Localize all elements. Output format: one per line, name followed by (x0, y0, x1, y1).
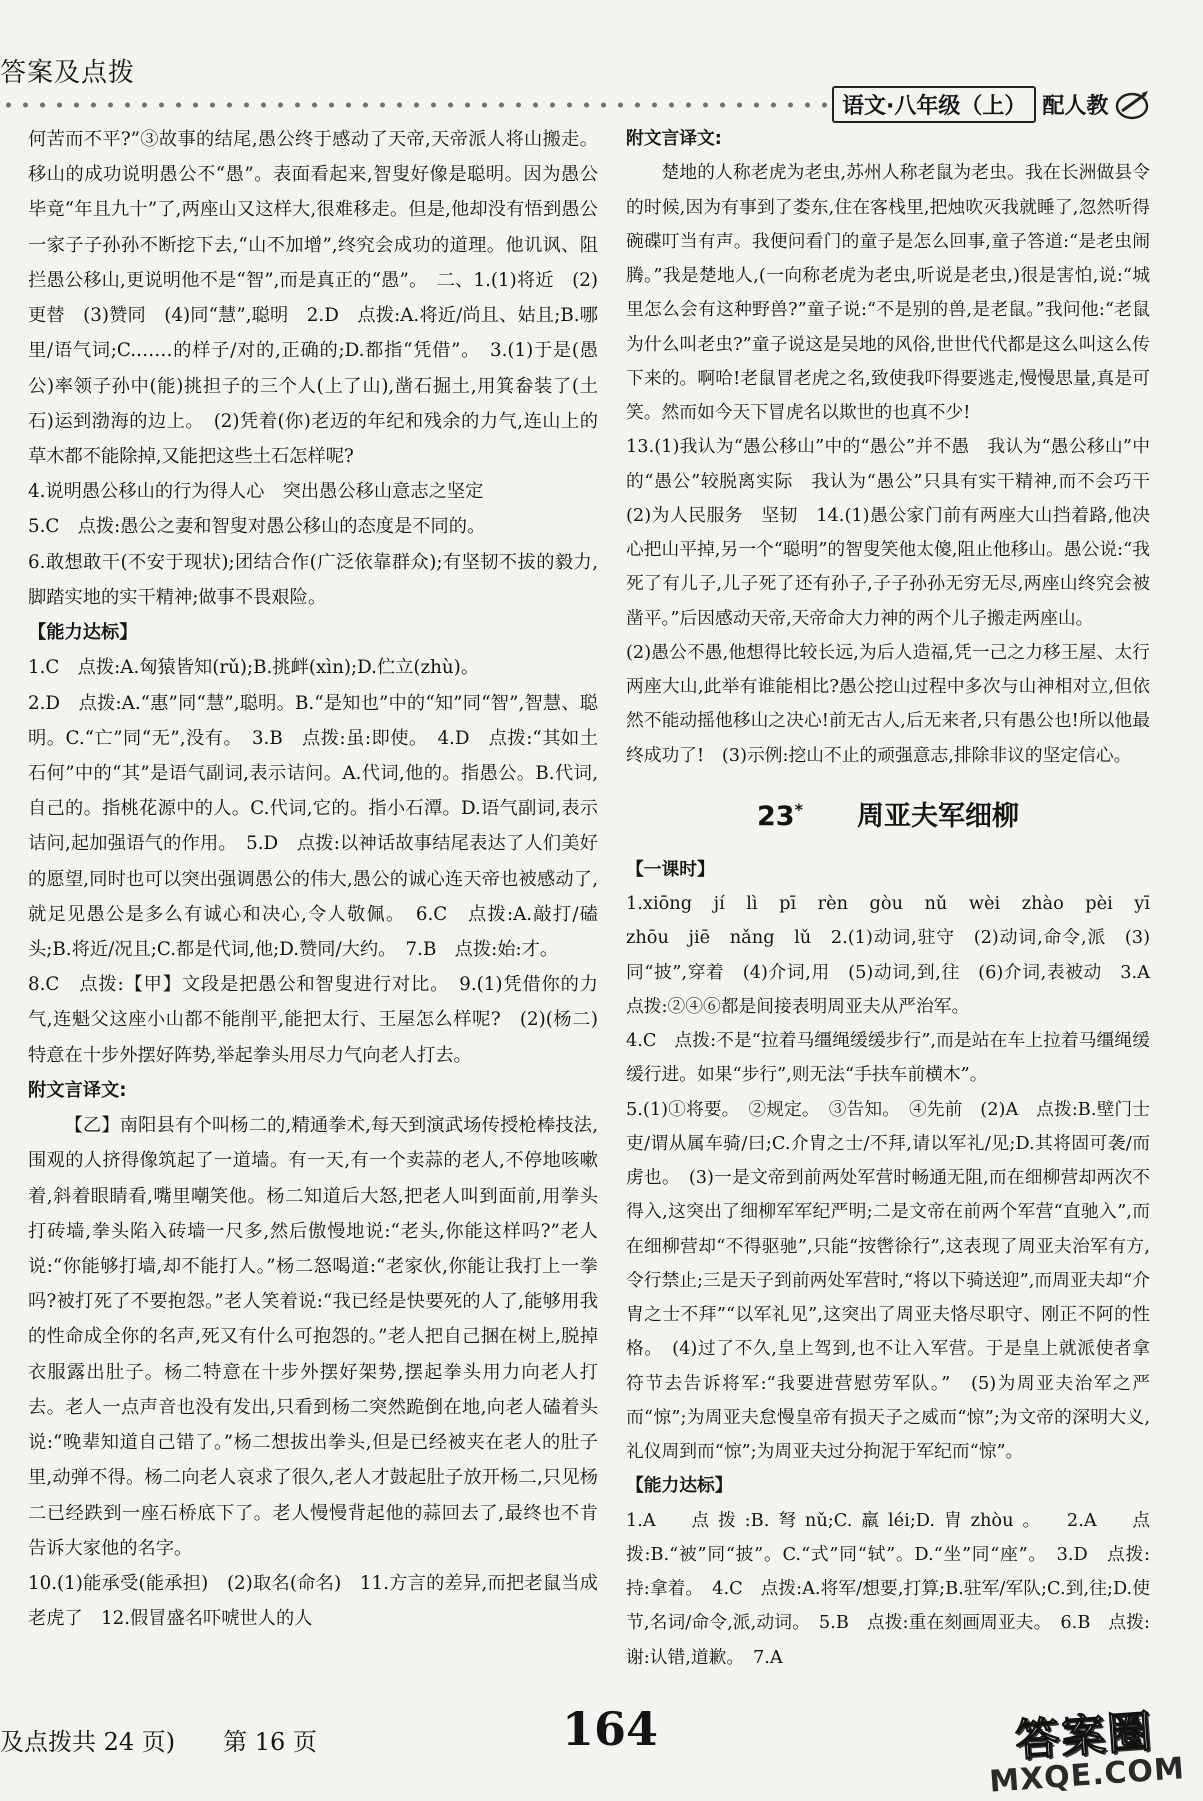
footer-page-info: 及点拨共 24 页) 第 16 页 (0, 1728, 317, 1756)
section-heading: 附文言译文: (28, 1079, 127, 1101)
lesson-number: 23 (757, 800, 795, 832)
lesson-name: 周亚夫军细柳 (856, 800, 1019, 832)
answer-paragraph: 5.C 点拨:愚公之妻和智叟对愚公移山的态度是不同的。 (28, 516, 486, 538)
answer-paragraph: 5.(1)①将要。 ②规定。 ③告知。 ④先前 (2)A 点拨:B.壁门士吏/谓从属车骑/曰;C.介胄之士/不拜,请以军礼/见;D.其将固可袭/而虏也。 (3)一是文帝到前两处军营时畅通无阻,而在细柳营却两次不得入,这突出了细柳军军纪严明;二是文帝在前两个军营“直驰入”,而在细柳营却“不得驱驰”,只能“按辔徐行”,这表现了周亚夫治军有方,令行禁止;三是天子到前两处军营时,“将以下骑送迎”,而周亚夫却“介胄之士不拜”“以军礼见”,这突出了周亚夫恪尽职守、刚正不阿的性格。 (4)过了不久,皇上驾到,也不让入军营。于是皇上就派使者拿符节去告诉将军:“我要进营慰劳军队。” (5)为周亚夫治军之严而“惊”;为周亚夫怠慢皇帝有损天子之威而“惊”;为文帝的深明大义,礼仪周到而“惊”;为周亚夫过分拘泥于军纪而“惊”。 (626, 1099, 1150, 1463)
answer-paragraph: 4.说明愚公移山的行为得人心 突出愚公移山意志之坚定 (28, 481, 484, 503)
answer-paragraph: 2.D 点拨:A.“惠”同“慧”,聪明。B.“是知也”中的“知”同“智”,智慧、聪明。C.“亡”同“无”,没有。 3.B 点拨:虽:即使。 4.D 点拨:“其如土石何”中的“其”是语气副词,表示诘问。A.代词,他的。指愚公。B.代词,自己的。指桃花源中的人。C.代词,它的。指小石潭。D.语气副词,表示诘问,起加强语气的作用。 5.D 点拨:以神话故事结尾表达了人们美好的愿望,同时也可以突出强调愚公的伟大,愚公的诚心连天帝也被感动了,就足见愚公是多么有诚心和决心,令人敬佩。 6.C 点拨:A.敲打/磕头;B.将近/况且;C.都是代词,他;D.赞同/大约。 7.B 点拨:始:才。 (28, 692, 598, 961)
left-column (28, 122, 598, 1636)
answer-paragraph: 13.(1)我认为“愚公移山”中的“愚公”并不愚 我认为“愚公移山”中的“愚公”较脱离实际 我认为“愚公”只具有实干精神,而不会巧干 (2)为人民服务 坚韧 14.(1)愚公家门前有两座大山挡着路,他决心把山平掉,另一个“聪明”的智叟笑他太傻,阻止他移山。愚公说:“我死了有儿子,儿子死了还有孙子,子子孙孙无穷无尽,两座山终究会被凿平。”后因感动天帝,天帝命大力神的两个儿子搬走两座山。 (626, 437, 1168, 629)
answer-paragraph: 何苦而不平?”③故事的结尾,愚公终于感动了天帝,天帝派人将山搬走。移山的成功说明愚公不“愚”。表面看起来,智叟好像是聪明。因为愚公毕竟“年且九十”了,两座山又这样大,很难移走。但是,他却没有悟到愚公一家子子孙孙不断挖下去,“山不加增”,终究会成功的道理。他讥讽、阻拦愚公移山,更说明他不是“智”,而是真正的“愚”。 二、1.(1)将近 (2)更替 (3)赞同 (4)同“慧”,聪明 2.D 点拨:A.将近/尚且、姑且;B.哪里/语气词;C.……的样子/对的,正确的;D.都指“凭借”。 3.(1)于是(愚公)率领子孙中(能)挑担子的三个人(上了山),凿石掘土,用箕畚装了(土石)运到渤海的边上。 (2)凭着(你)老迈的年纪和残余的力气,连山上的草木都不能除掉,又能把这些土石怎样呢? (28, 129, 598, 467)
lesson-title (626, 791, 1150, 843)
watermark-domain: MXQE.COM (988, 1750, 1186, 1800)
answer-paragraph: (2)愚公不愚,他想得比较长远,为后人造福,凭一己之力移王屋、太行两座大山,此举有谁能相比?愚公挖山过程中多次与山神相对立,但依然不能动摇他移山之决心!前无古人,后无来者,只有愚公也!所以他最终成功了! (3)示例:挖山不止的顽强意志,排除非议的坚定信心。 (626, 642, 1150, 766)
header-edition: 配人教 (1042, 94, 1109, 119)
answer-paragraph: 10.(1)能承受(能承担) (2)取名(命名) 11.方言的差异,而把老鼠当成老虎了 12.假冒盛名吓唬世人的人 (28, 1572, 598, 1630)
section-heading: 【能力达标】 (626, 1476, 733, 1497)
header-dotted-rule (0, 98, 830, 112)
page-number: 164 (562, 1702, 659, 1756)
watermark-top-text: 答案圈 (1013, 1705, 1155, 1767)
header-subject-badge (832, 86, 1152, 123)
translation-paragraph: 【乙】南阳县有个叫杨二的,精通拳术,每天到演武场传授枪棒技法,围观的人挤得像筑起了一道墙。有一天,有一个卖蒜的老人,不停地咳嗽着,斜着眼睛看,嘴里嘲笑他。杨二知道后大怒,把老人叫到面前,用拳头打砖墙,拳头陷入砖墙一尺多,然后傲慢地说:“老头,你能这样吗?”老人说:“你能够打墙,却不能打人。”杨二怒喝道:“老家伙,你能让我打上一拳吗?被打死了不要抱怨。”老人笑着说:“我已经是快要死的人了,能够用我的性命成全你的名声,死又有什么可抱怨的。”老人把自己捆在树上,脱掉衣服露出肚子。杨二特意在十步外摆好架势,摆起拳头用力向老人打去。老人一点声音也没有发出,只看到杨二突然跪倒在地,向老人磕着头说:“晚辈知道自己错了。”杨二想拔出拳头,但是已经被夹在老人的肚子里,动弹不得。杨二向老人哀求了很久,老人才鼓起肚子放开杨二,只见杨二已经跌到一座石桥底下了。老人慢慢背起他的蒜回去了,最终也不肯告诉大家他的名字。 (28, 1115, 598, 1559)
answer-paragraph: 1.A 点拨:B.弩nǔ;C.羸léi;D.胄zhòu。 2.A 点拨:B.“被”同“披”。C.“式”同“轼”。D.“坐”同“座”。 3.D 点拨:持:拿着。 4.C 点拨:A.将军/想要,打算;B.驻军/军队;C.到,往;D.使节,名词/命令,派,动词。 5.B 点拨:重在刻画周亚夫。 6.B 点拨:谢:认错,道歉。 7.A (626, 1510, 1150, 1668)
site-watermark-logo (982, 1691, 1188, 1801)
header-subject: 语文·八年级（上） (832, 86, 1036, 123)
section-heading: 【一课时】 (626, 859, 715, 880)
section-heading: 【能力达标】 (28, 622, 138, 644)
header-section-title: 答案及点拨 (0, 58, 136, 88)
answer-paragraph: 4.C 点拨:不是“拉着马缰绳缓缓步行”,而是站在车上拉着马缰绳缓缓行进。如果“步行”,则无法“手扶车前横木”。 (626, 1031, 1150, 1086)
answer-paragraph: 1.C 点拨:A.匈猿皆知(rǔ);B.挑衅(xìn);D.伫立(zhù)。 (28, 657, 480, 679)
translation-paragraph: 楚地的人称老虎为老虫,苏州人称老鼠为老虫。我在长洲做县令的时候,因为有事到了娄东,住在客栈里,把烛吹灭我就睡了,忽然听得碗碟叮当有声。我便问看门的童子是怎么回事,童子答道:“是老虫闹腾。”我是楚地人,(一向称老虎为老虫,听说是老虫,)很是害怕,说:“城里怎么会有这种野兽?”童子说:“不是别的兽,是老鼠。”我问他:“老鼠为什么叫老虫?”童子说这是吴地的风俗,世世代代都是这么叫这么传下来的。啊哈!老鼠冒老虎之名,致使我吓得要逃走,慢慢思量,真是可笑。然而如今天下冒虎名以欺世的也真不少! (626, 163, 1150, 423)
lesson-mark: * (794, 799, 803, 819)
answer-paragraph: 6.敢想敢干(不安于现状);团结合作(广泛依靠群众);有坚韧不拔的毅力,脚踏实地的实干精神;做事不畏艰险。 (28, 551, 598, 608)
book-pen-logo-icon (1114, 89, 1152, 121)
answer-paragraph: 1.xiōng jí lì pī rèn gòu nǔ wèi zhào pèi yī zhōu jiē nǎng lǔ 2.(1)动词,驻守 (2)动词,命令,派 (3)同“披”,穿着 (4)介词,用 (5)动词,到,往 (6)介词,表被动 3.A 点拨:②④⑥都是间接表明周亚夫从严治军。 (626, 894, 1168, 1017)
right-column (626, 122, 1168, 1675)
section-heading: 附文言译文: (626, 129, 722, 149)
answer-paragraph: 8.C 点拨:【甲】文段是把愚公和智叟进行对比。 9.(1)凭借你的力气,连魁父这座小山都不能削平,能把太行、王屋怎么样呢? (2)(杨二)特意在十步外摆好阵势,举起拳头用尽力气向老人打去。 (28, 974, 598, 1066)
